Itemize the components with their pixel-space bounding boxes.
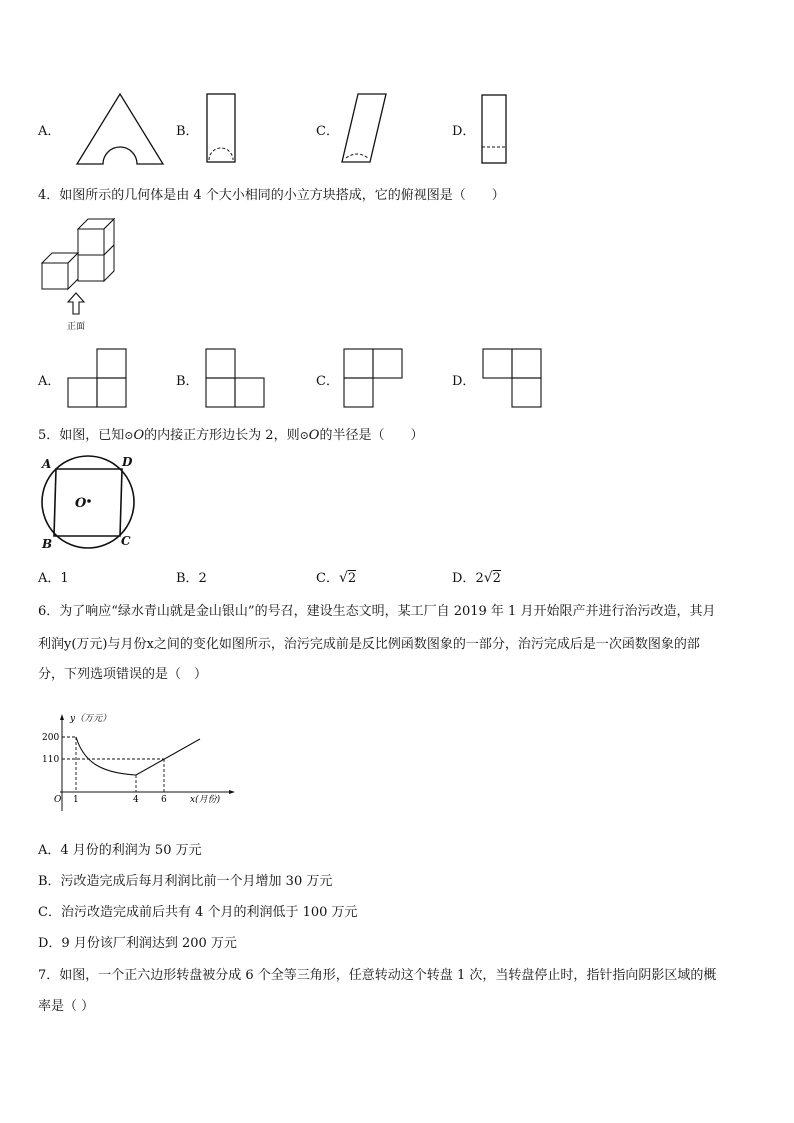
q3-option-d-figure — [480, 93, 510, 165]
q7-stem-line2: 率是（ ） — [38, 999, 95, 1014]
q5-label-a: A — [42, 457, 52, 471]
q3-option-d-label: D． — [452, 124, 476, 139]
linear-segment — [136, 739, 200, 775]
y-tick-200: 200 — [42, 733, 60, 743]
q4-option-b-label: B． — [176, 374, 199, 389]
front-view-arrow-icon — [66, 292, 86, 316]
y-axis-label: y（万元） — [70, 714, 112, 724]
q6-stem-line1: 6．为了响应“绿水青山就是金山银山”的号召，建设生态文明，某工厂自 2019 年 1 月开始限产并进行治污改造，其月 — [38, 604, 716, 619]
front-view-label: 正面 — [67, 322, 86, 332]
y-tick-110: 110 — [42, 755, 60, 765]
q6-option-d: D．9 月份该厂利润达到 200 万元 — [38, 936, 237, 951]
q3-option-a-figure — [75, 92, 165, 167]
q3-option-b-label: B． — [176, 124, 199, 139]
q3-option-c-label: C． — [316, 124, 339, 139]
q6-option-c: C．治污改造完成前后共有 4 个月的利润低于 100 万元 — [38, 905, 358, 920]
q4-option-b-figure — [204, 347, 268, 411]
origin-label: O — [54, 795, 62, 805]
x-tick-1: 1 — [73, 795, 79, 805]
x-axis-label: x(月份) — [190, 795, 221, 805]
q4-option-a-label: A． — [38, 374, 61, 389]
q5-label-o: O — [75, 496, 87, 511]
q4-option-d-label: D． — [452, 374, 476, 389]
q3-option-b-figure — [205, 92, 239, 164]
q6-stem-line2: 利润y(万元)与月份x之间的变化如图所示，治污完成前是反比例函数图象的一部分，治污完成后是一次函数图象的部 — [38, 637, 700, 652]
q4-option-d-figure — [481, 347, 545, 411]
q7-stem-line1: 7．如图，一个正六边形转盘被分成 6 个全等三角形，任意转动这个转盘 1 次，当转盘停止时，指针指向阴影区域的概 — [38, 968, 717, 983]
q4-stem: 4．如图所示的几何体是由 4 个大小相同的小立方块搭成，它的俯视图是（ ） — [38, 188, 505, 203]
q4-solid-figure — [40, 215, 120, 295]
q5-option-a: A．1 — [38, 571, 69, 586]
q5-label-b: B — [42, 537, 53, 551]
q5-option-b: B．2 — [176, 571, 207, 586]
q4-option-c-figure — [342, 347, 406, 411]
q4-option-c-label: C． — [316, 374, 339, 389]
q5-label-d: D — [122, 455, 133, 469]
q3-option-c-figure — [340, 92, 390, 164]
x-axis-arrow-icon — [229, 790, 235, 794]
q6-option-a: A．4 月份的利润为 50 万元 — [38, 843, 202, 858]
q3-option-a-label: A． — [38, 124, 61, 139]
q5-option-c: C．√2 — [316, 570, 357, 586]
q6-stem-line3: 分，下列选项错误的是（ ） — [38, 667, 208, 682]
inverse-curve — [76, 737, 136, 775]
q5-option-d: D．2√2 — [452, 570, 501, 586]
q5-label-c: C — [121, 534, 131, 548]
x-tick-6: 6 — [161, 795, 167, 805]
q5-stem: 5．如图，已知⊙O的内接正方形边长为 2，则⊙O的半径是（ ） — [38, 428, 424, 443]
x-tick-4: 4 — [133, 795, 139, 805]
q6-profit-chart — [40, 705, 240, 815]
q4-option-a-figure — [66, 347, 130, 411]
q6-option-b: B．污改造完成后每月利润比前一个月增加 30 万元 — [38, 874, 333, 889]
y-axis-arrow-icon — [60, 714, 64, 720]
